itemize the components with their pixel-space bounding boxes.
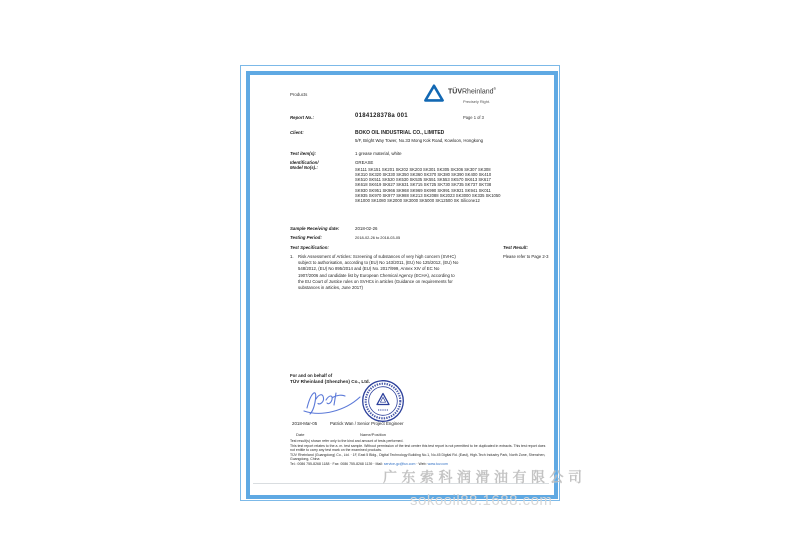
- report-no-label: Report No.:: [290, 115, 314, 120]
- spec-item-number: 1.: [290, 254, 294, 259]
- test-items-label: Test item(s):: [290, 151, 316, 156]
- footer-mail-link: service-gc@tuv.com: [383, 461, 416, 466]
- name-position-label: Name/Position: [360, 432, 387, 437]
- spec-item-text: Risk Assessment of Articles: Screening of substances of very high concern (SVHC) subject to authorisation, according to (EU) No 143/2011, (EU) No 125/2012, (EU) No 548/2012, (EU) No 895/2014 and (EU) No. 2017/999, Annex XIV of EC No 1907/2006 and candidate list by European Chemical Agency (ECHA), according to the EU Court of Justice rules on SVHCs in articles (Guidance on requirements for substances in articles, June 2017): [298, 254, 459, 291]
- tuv-logo-wordmark: [448, 87, 496, 95]
- registered-mark: ®: [493, 87, 497, 91]
- footer-line: Test result(s) shown refer only to the kind and amount of tests performed.: [290, 439, 404, 443]
- certificate-page: [253, 77, 551, 491]
- sample-date-label: Sample Receiving date:: [290, 225, 340, 231]
- footer-contact-prefix: Tel.: 0086 755-8268 1188 · Fax: 0086 755-8268 1139 · Mail:: [290, 461, 384, 466]
- date-label: Date: [296, 432, 305, 437]
- identification-label-line2: Model No(s).:: [290, 165, 318, 170]
- watermark-company-cn: 广东索科润滑油有限公司: [383, 469, 587, 485]
- watermark-shop-url: sokooil88.1688.com: [410, 492, 553, 509]
- footer-contact-line: [290, 462, 548, 467]
- signature: [301, 384, 363, 416]
- client-name: BOKO OIL INDUSTRIAL CO., LIMITED: [355, 130, 445, 136]
- sample-date-value: 2018-02-26: [355, 225, 378, 231]
- model-line: SK935 SK970 SK977 SK988 SK213 SK2088 SK2023 SK3000 SK335 SK1050: [355, 192, 501, 198]
- issuing-company: TÜV Rheinland (Shenzhen) Co., Ltd.: [290, 379, 370, 384]
- model-line: SK510 SK511 SK520 SK530 SK535 SK551 SK553 SK570 SK613 SK617: [355, 177, 491, 183]
- test-specification-heading: Test Specification:: [290, 245, 329, 250]
- test-items-value: 1 grease material, white: [355, 151, 402, 156]
- model-line: SK310 SK320 SK330 SK350 SK360 SK370 SK380 SK390 SK400 SK410: [355, 171, 492, 177]
- footer-web-link: www.tuv.com: [427, 461, 448, 466]
- client-address: 5/F, Bright Way Tower, No.33 Mong Kok Road, Kowloon, Hongkong: [355, 137, 484, 143]
- sign-date-value: 2018-Mar-05: [292, 421, 318, 426]
- sign-name-value: Patrick Wan / Senior Project Engineer: [330, 421, 404, 426]
- tuv-logo-triangle-icon: [424, 84, 444, 102]
- test-result-value: Please refer to Page 2-3: [503, 254, 549, 259]
- model-line: SK930 SK951 SK966 SK968 SK969 SK990 SK991 SK921 SK941 SK011: [355, 187, 491, 193]
- testing-period-value: 2018-02-26 to 2018-03-05: [355, 234, 401, 240]
- footer-fineprint: [290, 439, 548, 467]
- model-numbers-block: [355, 167, 529, 204]
- company-stamp-icon: [361, 379, 405, 423]
- client-label: Client:: [290, 130, 304, 135]
- testing-period-label: Testing Period:: [290, 235, 322, 240]
- model-line: SK618 SK619 SK627 SK631 SK715 SK725 SK730 SK735 SK737 SK738: [355, 182, 492, 188]
- report-no-value: 0184128378a 001: [355, 113, 408, 119]
- products-label: Products: [290, 92, 308, 97]
- test-result-heading: Test Result:: [503, 245, 528, 250]
- footer-contact-mid: · Web:: [415, 461, 428, 466]
- on-behalf-label: For and on behalf of: [290, 373, 333, 378]
- model-line: SK111 SK151 SK201 SK202 SK203 SK301 SK305 SK306 SK307 SK308: [355, 166, 491, 172]
- logo-tagline: Precisely Right.: [463, 99, 491, 104]
- page-indicator: Page 1 of 3: [463, 115, 484, 120]
- footer-line: TÜV Rheinland (Guangdong) Co., Ltd. · 1F, East 5 Bldg., Digital Technology Building No.1, No.45 Digital Rd. (East), High-Tech Industry Park, North Zone, Shenzhen, Guangdong, China: [290, 452, 546, 462]
- identification-value: GREASE: [355, 160, 374, 165]
- identification-label-line1: Identification/: [290, 159, 319, 165]
- model-line: SK1000 SK1080 SK2000 SK3000 SK5000 SK12500 SK Silicone12: [355, 198, 480, 204]
- logo-brand-bold: TÜV: [448, 88, 462, 96]
- logo-brand-rest: Rheinland: [462, 88, 494, 96]
- footer-line: This test report relates to the a. m. test sample. Without permission of the test center this test report is not permitted to be duplicated in extracts. This test report does not entitle to carry any test mark on the examined products.: [290, 443, 546, 453]
